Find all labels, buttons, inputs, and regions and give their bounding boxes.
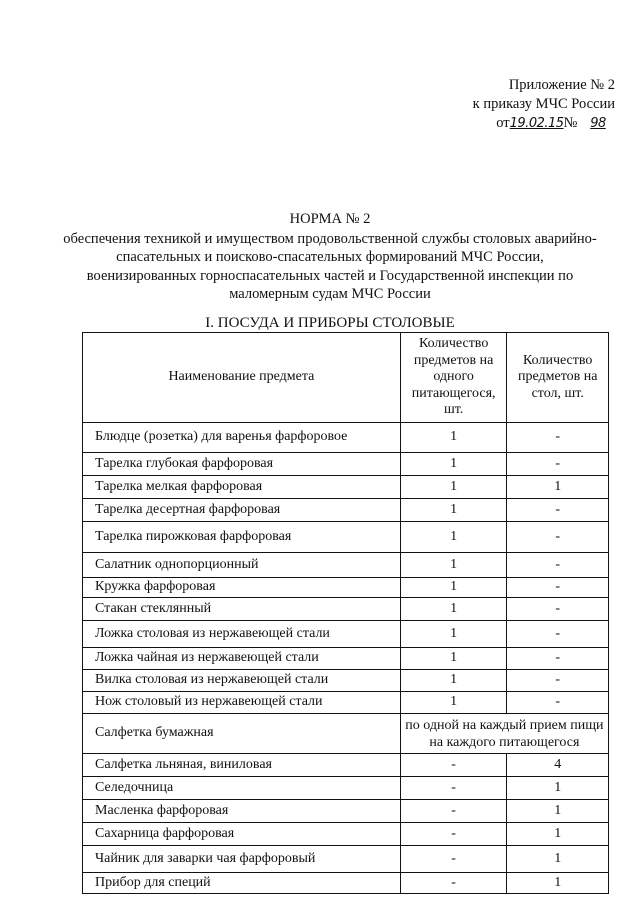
per-person-cell: 1 [400,476,507,499]
per-person-cell: 1 [400,578,507,598]
per-person-cell: 1 [400,553,507,578]
item-name-cell: Прибор для специй [83,873,401,894]
table-row [83,777,609,800]
number-label: № [563,115,578,131]
header-per-table: Количество предметов на стол, шт. [507,333,609,423]
section-title: I. ПОСУДА И ПРИБОРЫ СТОЛОВЫЕ [205,315,455,331]
per-table-cell: 1 [507,846,609,873]
per-table-cell: - [507,423,609,453]
header-item-name: Наименование предмета [83,333,401,423]
per-table-cell: 1 [507,823,609,846]
item-name-cell: Чайник для заварки чая фарфоровый [83,846,401,873]
item-name-cell: Тарелка пирожковая фарфоровая [83,522,401,553]
item-name-cell: Ложка чайная из нержавеющей стали [83,648,401,670]
per-person-cell: 1 [400,621,507,648]
from-label: от [496,115,510,131]
per-person-cell: - [400,873,507,894]
per-person-cell: - [400,777,507,800]
per-person-cell: - [400,800,507,823]
header-per-person: Количество предметов на одного питающегося, шт. [400,333,507,423]
per-table-cell: - [507,578,609,598]
norm-description: обеспечения техникой и имуществом продовольственной службы столовых аварийно-спасательных и поисково-спасательных формирований МЧС России, военизированных горноспасательных частей и Государственной инспекции по маломерным судам МЧС России [63,230,597,302]
per-table-cell: - [507,522,609,553]
item-name-cell: Тарелка десертная фарфоровая [83,499,401,522]
per-table-cell: - [507,621,609,648]
per-person-cell: 1 [400,423,507,453]
per-table-cell: 1 [507,476,609,499]
table-row [83,499,609,522]
item-name-cell: Салфетка льняная, виниловая [83,754,401,777]
table-body [83,423,609,894]
handwritten-date: 19.02.15 [509,116,564,131]
per-table-cell: - [507,499,609,522]
table-row [83,423,609,453]
table-row [83,578,609,598]
items-table [82,332,609,894]
table-row [83,873,609,894]
table-row [83,800,609,823]
per-table-cell: - [507,648,609,670]
appendix-block [430,76,615,133]
item-name-cell: Блюдце (розетка) для варенья фарфоровое [83,423,401,453]
item-name-cell: Вилка столовая из нержавеющей стали [83,670,401,692]
per-person-cell: - [400,754,507,777]
table-header-row [83,333,609,423]
per-table-cell: - [507,670,609,692]
handwritten-number: 98 [590,116,606,131]
table-row [83,453,609,476]
per-person-cell: 1 [400,692,507,714]
per-table-cell: - [507,692,609,714]
per-person-cell: 1 [400,522,507,553]
table-row [83,648,609,670]
item-name-cell: Тарелка глубокая фарфоровая [83,453,401,476]
item-name-cell: Тарелка мелкая фарфоровая [83,476,401,499]
appendix-date-line [430,114,615,133]
item-name-cell: Салатник однопорционный [83,553,401,578]
merged-quantity-cell: по одной на каждый прием пищи на каждого питающегося [400,714,608,754]
per-person-cell: - [400,846,507,873]
table-row [83,522,609,553]
item-name-cell: Кружка фарфоровая [83,578,401,598]
appendix-title: Приложение № 2 [508,77,615,93]
norm-heading: НОРМА № 2 [289,211,371,227]
norm-title-block [60,210,600,304]
item-name-cell: Стакан стеклянный [83,598,401,621]
table-row [83,476,609,499]
table-row [83,846,609,873]
table-row [83,553,609,578]
table-row [83,754,609,777]
per-table-cell: - [507,598,609,621]
per-person-cell: 1 [400,670,507,692]
table-row [83,714,609,754]
item-name-cell: Нож столовый из нержавеющей стали [83,692,401,714]
table-row [83,621,609,648]
per-person-cell: 1 [400,453,507,476]
item-name-cell: Масленка фарфоровая [83,800,401,823]
per-table-cell: 4 [507,754,609,777]
per-person-cell: - [400,823,507,846]
per-person-cell: 1 [400,598,507,621]
table-row [83,670,609,692]
per-person-cell: 1 [400,648,507,670]
table-row [83,598,609,621]
per-table-cell: 1 [507,777,609,800]
table-row [83,823,609,846]
per-table-cell: 1 [507,800,609,823]
item-name-cell: Сахарница фарфоровая [83,823,401,846]
per-table-cell: 1 [507,873,609,894]
appendix-order-ref: к приказу МЧС России [472,96,615,112]
item-name-cell: Селедочница [83,777,401,800]
item-name-cell: Ложка столовая из нержавеющей стали [83,621,401,648]
per-table-cell: - [507,453,609,476]
per-table-cell: - [507,553,609,578]
table-row [83,692,609,714]
per-person-cell: 1 [400,499,507,522]
item-name-cell: Салфетка бумажная [83,714,401,754]
